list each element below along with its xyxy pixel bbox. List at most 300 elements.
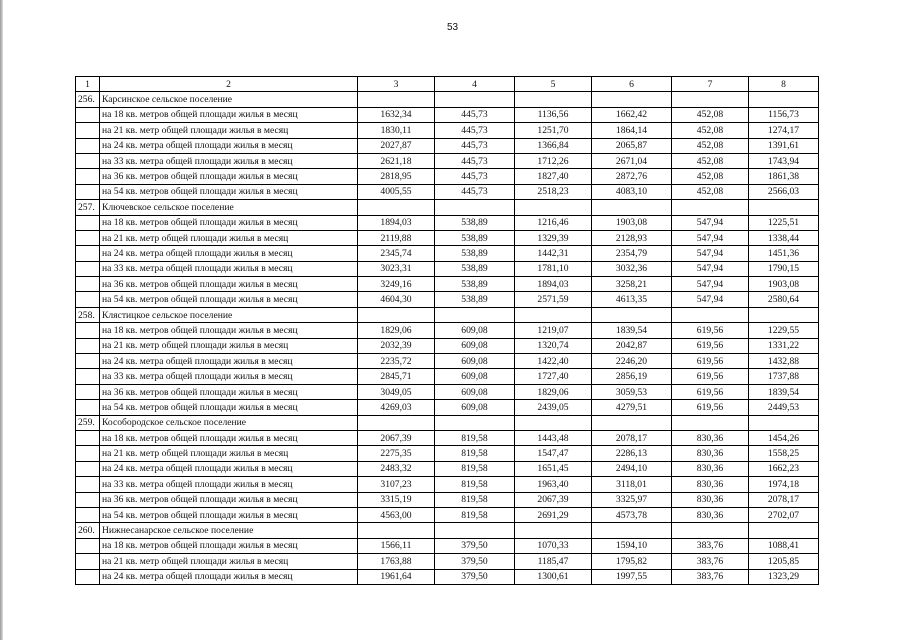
area-label-cell: на 21 кв. метр общей площади жилья в месяц (100, 123, 358, 138)
value-cell: 1185,47 (515, 554, 592, 569)
value-cell: 2702,07 (749, 507, 819, 522)
value-cell: 3059,53 (592, 384, 672, 399)
value-cell: 547,94 (672, 246, 749, 261)
table-row (76, 138, 819, 153)
value-cell: 538,89 (435, 246, 515, 261)
row-index-cell (76, 277, 100, 292)
value-cell: 1205,85 (749, 554, 819, 569)
value-cell: 1903,08 (592, 215, 672, 230)
value-cell: 538,89 (435, 292, 515, 307)
value-cell: 2235,72 (358, 354, 435, 369)
row-index-cell: 260. (76, 523, 100, 538)
table-body (76, 77, 819, 585)
value-cell (435, 523, 515, 538)
value-cell: 2275,35 (358, 446, 435, 461)
value-cell: 1251,70 (515, 123, 592, 138)
value-cell (592, 307, 672, 322)
value-cell: 830,36 (672, 430, 749, 445)
row-index-cell (76, 569, 100, 584)
area-label-cell: на 24 кв. метра общей площади жилья в месяц (100, 569, 358, 584)
table-row (76, 369, 819, 384)
area-label-cell: на 36 кв. метров общей площади жилья в месяц (100, 384, 358, 399)
area-label-cell: на 24 кв. метра общей площади жилья в месяц (100, 138, 358, 153)
value-cell: 819,58 (435, 461, 515, 476)
value-cell: 609,08 (435, 354, 515, 369)
settlement-header-row (76, 307, 819, 322)
value-cell: 1136,56 (515, 107, 592, 122)
value-cell: 1338,44 (749, 230, 819, 245)
value-cell: 1422,40 (515, 354, 592, 369)
column-header: 6 (592, 77, 672, 92)
value-cell (435, 415, 515, 430)
value-cell: 4604,30 (358, 292, 435, 307)
value-cell: 3049,05 (358, 384, 435, 399)
area-label-cell: на 36 кв. метров общей площади жилья в месяц (100, 277, 358, 292)
value-cell: 547,94 (672, 277, 749, 292)
value-cell: 445,73 (435, 107, 515, 122)
value-cell: 1829,06 (515, 384, 592, 399)
value-cell: 819,58 (435, 430, 515, 445)
value-cell (358, 307, 435, 322)
value-cell: 2042,87 (592, 338, 672, 353)
value-cell: 445,73 (435, 184, 515, 199)
value-cell: 1795,82 (592, 554, 672, 569)
area-label-cell: на 18 кв. метров общей площади жилья в месяц (100, 538, 358, 553)
settlement-name-cell: Клястицкое сельское поселение (100, 307, 358, 322)
value-cell: 1566,11 (358, 538, 435, 553)
area-label-cell: на 18 кв. метров общей площади жилья в месяц (100, 323, 358, 338)
value-cell (749, 92, 819, 107)
row-index-cell (76, 538, 100, 553)
area-label-cell: на 33 кв. метра общей площади жилья в месяц (100, 369, 358, 384)
row-index-cell (76, 138, 100, 153)
value-cell: 4563,00 (358, 507, 435, 522)
table-row (76, 384, 819, 399)
value-cell: 1225,51 (749, 215, 819, 230)
row-index-cell (76, 492, 100, 507)
value-cell (749, 307, 819, 322)
value-cell: 2671,04 (592, 153, 672, 168)
value-cell: 1088,41 (749, 538, 819, 553)
value-cell: 2872,76 (592, 169, 672, 184)
value-cell: 1443,48 (515, 430, 592, 445)
row-index-cell (76, 261, 100, 276)
value-cell (749, 200, 819, 215)
column-header: 7 (672, 77, 749, 92)
value-cell: 2571,59 (515, 292, 592, 307)
value-cell: 1743,94 (749, 153, 819, 168)
value-cell (515, 92, 592, 107)
value-cell: 1974,18 (749, 477, 819, 492)
row-index-cell: 258. (76, 307, 100, 322)
value-cell: 2518,23 (515, 184, 592, 199)
tariff-table (75, 76, 819, 585)
value-cell: 1320,74 (515, 338, 592, 353)
value-cell: 538,89 (435, 277, 515, 292)
table-row (76, 230, 819, 245)
value-cell: 1839,54 (749, 384, 819, 399)
value-cell: 1366,84 (515, 138, 592, 153)
value-cell: 547,94 (672, 261, 749, 276)
value-cell (358, 200, 435, 215)
area-label-cell: на 21 кв. метр общей площади жилья в месяц (100, 554, 358, 569)
value-cell: 1547,47 (515, 446, 592, 461)
value-cell: 2449,53 (749, 400, 819, 415)
table-row (76, 169, 819, 184)
value-cell (672, 200, 749, 215)
value-cell: 452,08 (672, 169, 749, 184)
value-cell: 2128,93 (592, 230, 672, 245)
value-cell: 819,58 (435, 446, 515, 461)
area-label-cell: на 18 кв. метров общей площади жилья в месяц (100, 107, 358, 122)
value-cell: 1432,88 (749, 354, 819, 369)
value-cell: 445,73 (435, 123, 515, 138)
table-row (76, 246, 819, 261)
row-index-cell: 257. (76, 200, 100, 215)
value-cell: 4005,55 (358, 184, 435, 199)
value-cell: 1961,64 (358, 569, 435, 584)
settlement-header-row (76, 415, 819, 430)
value-cell: 2580,64 (749, 292, 819, 307)
value-cell (749, 415, 819, 430)
row-index-cell (76, 184, 100, 199)
value-cell: 3118,01 (592, 477, 672, 492)
table-row (76, 538, 819, 553)
value-cell: 619,56 (672, 400, 749, 415)
column-header: 2 (100, 77, 358, 92)
value-cell (672, 523, 749, 538)
value-cell: 619,56 (672, 354, 749, 369)
value-cell: 2286,13 (592, 446, 672, 461)
value-cell: 830,36 (672, 492, 749, 507)
value-cell: 609,08 (435, 369, 515, 384)
row-index-cell (76, 323, 100, 338)
table-row (76, 153, 819, 168)
value-cell: 619,56 (672, 338, 749, 353)
value-cell: 609,08 (435, 384, 515, 399)
column-number-row (76, 77, 819, 92)
table-row (76, 123, 819, 138)
value-cell: 2032,39 (358, 338, 435, 353)
row-index-cell (76, 461, 100, 476)
value-cell: 1662,23 (749, 461, 819, 476)
value-cell (515, 523, 592, 538)
value-cell: 2119,88 (358, 230, 435, 245)
value-cell: 1323,29 (749, 569, 819, 584)
row-index-cell (76, 384, 100, 399)
value-cell: 379,50 (435, 554, 515, 569)
value-cell: 2856,19 (592, 369, 672, 384)
table-row (76, 446, 819, 461)
area-label-cell: на 54 кв. метров общей площади жилья в месяц (100, 184, 358, 199)
area-label-cell: на 33 кв. метра общей площади жилья в месяц (100, 153, 358, 168)
table-row (76, 354, 819, 369)
value-cell (592, 92, 672, 107)
page-number: 53 (446, 22, 459, 33)
value-cell: 3107,23 (358, 477, 435, 492)
value-cell: 2439,05 (515, 400, 592, 415)
area-label-cell: на 24 кв. метра общей площади жилья в месяц (100, 354, 358, 369)
table-row (76, 400, 819, 415)
settlement-name-cell: Нижнесанарское сельское поселение (100, 523, 358, 538)
value-cell: 452,08 (672, 107, 749, 122)
area-label-cell: на 24 кв. метра общей площади жилья в месяц (100, 461, 358, 476)
area-label-cell: на 36 кв. метров общей площади жилья в месяц (100, 492, 358, 507)
row-index-cell (76, 477, 100, 492)
area-label-cell: на 54 кв. метров общей площади жилья в месяц (100, 400, 358, 415)
value-cell: 4573,78 (592, 507, 672, 522)
value-cell: 1451,36 (749, 246, 819, 261)
value-cell: 1454,26 (749, 430, 819, 445)
value-cell: 1219,07 (515, 323, 592, 338)
settlement-name-cell: Кособородское сельское поселение (100, 415, 358, 430)
value-cell: 1594,10 (592, 538, 672, 553)
area-label-cell: на 21 кв. метр общей площади жилья в месяц (100, 446, 358, 461)
value-cell: 4613,35 (592, 292, 672, 307)
table-row (76, 461, 819, 476)
value-cell: 830,36 (672, 446, 749, 461)
value-cell: 1662,42 (592, 107, 672, 122)
value-cell: 1070,33 (515, 538, 592, 553)
value-cell: 1963,40 (515, 477, 592, 492)
value-cell: 2067,39 (515, 492, 592, 507)
settlement-name-cell: Ключевское сельское поселение (100, 200, 358, 215)
value-cell: 445,73 (435, 138, 515, 153)
table-row (76, 477, 819, 492)
table-row (76, 507, 819, 522)
value-cell: 383,76 (672, 538, 749, 553)
column-header: 8 (749, 77, 819, 92)
value-cell: 1632,34 (358, 107, 435, 122)
value-cell: 445,73 (435, 153, 515, 168)
area-label-cell: на 36 кв. метров общей площади жилья в месяц (100, 169, 358, 184)
row-index-cell (76, 230, 100, 245)
area-label-cell: на 18 кв. метров общей площади жилья в месяц (100, 215, 358, 230)
value-cell (515, 307, 592, 322)
value-cell: 819,58 (435, 507, 515, 522)
value-cell: 609,08 (435, 323, 515, 338)
value-cell: 1894,03 (358, 215, 435, 230)
table-row (76, 492, 819, 507)
area-label-cell: на 24 кв. метра общей площади жилья в месяц (100, 246, 358, 261)
value-cell: 452,08 (672, 123, 749, 138)
value-cell: 445,73 (435, 169, 515, 184)
value-cell: 1763,88 (358, 554, 435, 569)
value-cell: 3032,36 (592, 261, 672, 276)
value-cell (435, 92, 515, 107)
value-cell: 1781,10 (515, 261, 592, 276)
row-index-cell (76, 400, 100, 415)
value-cell (435, 307, 515, 322)
table-row (76, 554, 819, 569)
value-cell (672, 92, 749, 107)
table-row (76, 261, 819, 276)
value-cell: 3023,31 (358, 261, 435, 276)
value-cell (592, 523, 672, 538)
value-cell: 383,76 (672, 569, 749, 584)
table-row (76, 569, 819, 584)
value-cell: 1903,08 (749, 277, 819, 292)
table-row (76, 215, 819, 230)
value-cell: 379,50 (435, 538, 515, 553)
value-cell: 1651,45 (515, 461, 592, 476)
value-cell: 1830,11 (358, 123, 435, 138)
settlement-header-row (76, 523, 819, 538)
value-cell: 830,36 (672, 507, 749, 522)
value-cell (515, 415, 592, 430)
value-cell: 4083,10 (592, 184, 672, 199)
row-index-cell (76, 169, 100, 184)
value-cell: 1229,55 (749, 323, 819, 338)
value-cell (358, 523, 435, 538)
value-cell: 538,89 (435, 261, 515, 276)
value-cell: 1839,54 (592, 323, 672, 338)
row-index-cell (76, 430, 100, 445)
area-label-cell: на 18 кв. метров общей площади жилья в месяц (100, 430, 358, 445)
value-cell (515, 200, 592, 215)
area-label-cell: на 33 кв. метра общей площади жилья в месяц (100, 261, 358, 276)
value-cell (358, 92, 435, 107)
row-index-cell (76, 123, 100, 138)
value-cell (672, 307, 749, 322)
value-cell: 2246,20 (592, 354, 672, 369)
value-cell: 452,08 (672, 184, 749, 199)
row-index-cell (76, 215, 100, 230)
value-cell: 1300,61 (515, 569, 592, 584)
table-row (76, 184, 819, 199)
row-index-cell (76, 246, 100, 261)
value-cell: 3258,21 (592, 277, 672, 292)
row-index-cell (76, 369, 100, 384)
value-cell: 538,89 (435, 215, 515, 230)
value-cell: 1829,06 (358, 323, 435, 338)
value-cell: 2065,87 (592, 138, 672, 153)
value-cell: 383,76 (672, 554, 749, 569)
page-edge-shadow (0, 0, 3, 640)
settlement-header-row (76, 92, 819, 107)
row-index-cell (76, 507, 100, 522)
value-cell: 3325,97 (592, 492, 672, 507)
row-index-cell (76, 107, 100, 122)
row-index-cell (76, 292, 100, 307)
value-cell (749, 523, 819, 538)
value-cell: 819,58 (435, 477, 515, 492)
row-index-cell (76, 554, 100, 569)
value-cell: 1727,40 (515, 369, 592, 384)
value-cell: 2078,17 (749, 492, 819, 507)
value-cell: 2067,39 (358, 430, 435, 445)
value-cell (358, 415, 435, 430)
value-cell: 609,08 (435, 338, 515, 353)
value-cell (592, 415, 672, 430)
column-header: 1 (76, 77, 100, 92)
value-cell: 609,08 (435, 400, 515, 415)
value-cell: 452,08 (672, 138, 749, 153)
area-label-cell: на 21 кв. метр общей площади жилья в месяц (100, 230, 358, 245)
value-cell: 1156,73 (749, 107, 819, 122)
table-row (76, 338, 819, 353)
value-cell: 830,36 (672, 461, 749, 476)
value-cell: 1558,25 (749, 446, 819, 461)
area-label-cell: на 54 кв. метров общей площади жилья в месяц (100, 507, 358, 522)
table-row (76, 277, 819, 292)
value-cell: 1827,40 (515, 169, 592, 184)
value-cell: 2354,79 (592, 246, 672, 261)
value-cell (672, 415, 749, 430)
value-cell: 538,89 (435, 230, 515, 245)
value-cell: 819,58 (435, 492, 515, 507)
value-cell: 1331,22 (749, 338, 819, 353)
value-cell: 4269,03 (358, 400, 435, 415)
row-index-cell: 256. (76, 92, 100, 107)
value-cell: 1864,14 (592, 123, 672, 138)
column-header: 4 (435, 77, 515, 92)
value-cell: 619,56 (672, 384, 749, 399)
value-cell: 2845,71 (358, 369, 435, 384)
value-cell: 1997,55 (592, 569, 672, 584)
value-cell: 2078,17 (592, 430, 672, 445)
value-cell: 379,50 (435, 569, 515, 584)
value-cell: 4279,51 (592, 400, 672, 415)
value-cell: 2818,95 (358, 169, 435, 184)
table-row (76, 292, 819, 307)
value-cell: 2691,29 (515, 507, 592, 522)
value-cell: 1712,26 (515, 153, 592, 168)
value-cell: 1790,15 (749, 261, 819, 276)
column-header: 5 (515, 77, 592, 92)
row-index-cell (76, 446, 100, 461)
column-header: 3 (358, 77, 435, 92)
value-cell: 2483,32 (358, 461, 435, 476)
value-cell: 2566,03 (749, 184, 819, 199)
value-cell: 3249,16 (358, 277, 435, 292)
settlement-header-row (76, 200, 819, 215)
value-cell: 547,94 (672, 292, 749, 307)
table-row (76, 107, 819, 122)
value-cell: 2345,74 (358, 246, 435, 261)
row-index-cell (76, 153, 100, 168)
value-cell: 830,36 (672, 477, 749, 492)
value-cell: 452,08 (672, 153, 749, 168)
value-cell (592, 200, 672, 215)
value-cell: 1391,61 (749, 138, 819, 153)
value-cell (435, 200, 515, 215)
value-cell: 547,94 (672, 215, 749, 230)
area-label-cell: на 21 кв. метр общей площади жилья в месяц (100, 338, 358, 353)
value-cell: 619,56 (672, 323, 749, 338)
value-cell: 1737,88 (749, 369, 819, 384)
value-cell: 1442,31 (515, 246, 592, 261)
value-cell: 2494,10 (592, 461, 672, 476)
row-index-cell: 259. (76, 415, 100, 430)
value-cell: 619,56 (672, 369, 749, 384)
value-cell: 2027,87 (358, 138, 435, 153)
value-cell: 1861,38 (749, 169, 819, 184)
settlement-name-cell: Карсинское сельское поселение (100, 92, 358, 107)
area-label-cell: на 33 кв. метра общей площади жилья в месяц (100, 477, 358, 492)
value-cell: 3315,19 (358, 492, 435, 507)
value-cell: 1274,17 (749, 123, 819, 138)
area-label-cell: на 54 кв. метров общей площади жилья в месяц (100, 292, 358, 307)
table-row (76, 430, 819, 445)
row-index-cell (76, 338, 100, 353)
table-row (76, 323, 819, 338)
row-index-cell (76, 354, 100, 369)
value-cell: 547,94 (672, 230, 749, 245)
value-cell: 1216,46 (515, 215, 592, 230)
value-cell: 1329,39 (515, 230, 592, 245)
value-cell: 1894,03 (515, 277, 592, 292)
